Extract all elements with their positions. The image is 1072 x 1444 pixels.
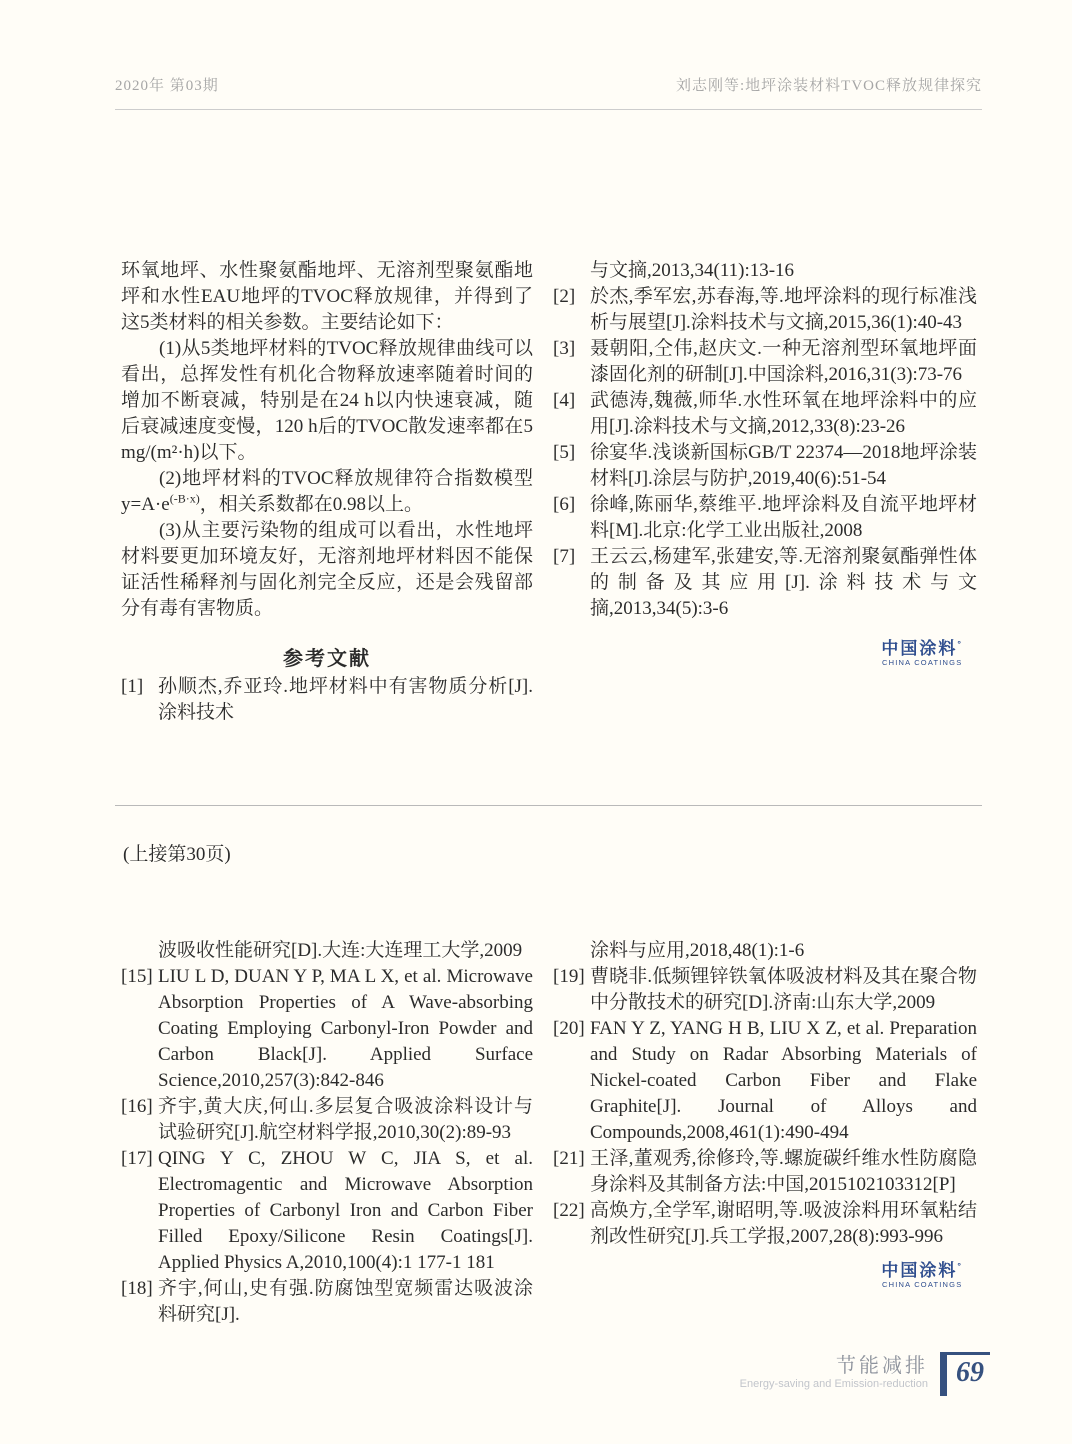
reference-item xyxy=(553,1016,977,1146)
reference-number: [3] xyxy=(553,338,576,359)
reference-item xyxy=(553,492,977,544)
references-heading: 参考文献 xyxy=(283,648,371,670)
reference-text: 王云云,杨建军,张建安,等.无溶剂聚氨酯弹性体的制备及其应用[J].涂料技术与文摘,2013,34(5):3-6 xyxy=(590,546,977,619)
bottom-right-column xyxy=(553,938,977,1328)
formula-exponent: (-B·x) xyxy=(169,491,200,506)
reference-number: [5] xyxy=(553,442,576,463)
references-list-top-right xyxy=(553,258,977,622)
top-section xyxy=(121,258,977,726)
reference-number: [6] xyxy=(553,494,576,515)
reference-text: 高焕方,全学军,谢昭明,等.吸波涂料用环氧粘结剂改性研究[J].兵工学报,2007,28(8):993-996 xyxy=(590,1200,977,1247)
paragraph-conclusion-3: (3)从主要污染物的组成可以看出，水性地坪材料要更加环境友好，无溶剂地坪材料因不能保证活性稀释剂与固化剂完全反应，还是会残留部分有毒有害物质。 xyxy=(121,520,533,619)
bottom-section xyxy=(121,938,977,1328)
reference-item xyxy=(553,388,977,440)
reference-item xyxy=(121,1276,533,1328)
references-list-bottom-right xyxy=(553,938,977,1250)
reference-number: [1] xyxy=(121,676,144,697)
china-coatings-logo-bottom xyxy=(553,1262,977,1295)
logo-degree-mark: ° xyxy=(957,1261,963,1271)
page-footer xyxy=(740,1352,990,1396)
reference-item xyxy=(553,440,977,492)
reference-number: [16] xyxy=(121,1096,153,1117)
logo-text-en: CHINA COATINGS xyxy=(881,1279,963,1289)
top-right-column xyxy=(553,258,977,726)
reference-text: 齐宇,黄大庆,何山.多层复合吸波涂料设计与试验研究[J].航空材料学报,2010,30(2):89-93 xyxy=(158,1096,533,1143)
reference-text: QING Y C, ZHOU W C, JIA S, et al. Electromagentic and Microwave Absorption Properties of Carbonyl Iron and Carbon Fiber Filled Epoxy/Silicone Resin Coatings[J]. Applied Physics A,2010,100(4):1 177-1 181 xyxy=(158,1148,533,1273)
section-divider-rule xyxy=(115,805,982,806)
running-title: 刘志刚等:地坪涂装材料TVOC释放规律探究 xyxy=(675,78,982,94)
journal-issue: 2020年 第03期 xyxy=(115,78,219,94)
reference-number: [4] xyxy=(553,390,576,411)
bottom-left-column xyxy=(121,938,533,1328)
paragraph-intro: 环氧地坪、水性聚氨酯地坪、无溶剂型聚氨酯地坪和水性EAU地坪的TVOC释放规律，并得到了这5类材料的相关参数。主要结论如下： xyxy=(121,260,533,333)
continuation-note: (上接第30页) xyxy=(123,844,231,865)
reference-number: [15] xyxy=(121,966,153,987)
formula-pre: (2)地坪材料的TVOC释放规律符合指数模型y=A·e xyxy=(121,468,533,515)
reference-item xyxy=(553,258,977,284)
reference-text: 王泽,董观秀,徐修玲,等.螺旋碳纤维水性防腐隐身涂料及其制备方法:中国,2015102103312[P] xyxy=(590,1148,977,1195)
reference-text: 与文摘,2013,34(11):13-16 xyxy=(590,260,795,281)
reference-text: 涂料与应用,2018,48(1):1-6 xyxy=(590,940,805,961)
reference-text: 武德涛,魏薇,师华.水性环氧在地坪涂料中的应用[J].涂料技术与文摘,2012,33(8):23-26 xyxy=(590,390,977,437)
reference-item xyxy=(553,336,977,388)
reference-number: [21] xyxy=(553,1148,585,1169)
reference-item xyxy=(553,284,977,336)
reference-item xyxy=(553,544,977,622)
reference-number: [20] xyxy=(553,1018,585,1039)
reference-text: 徐峰,陈丽华,蔡维平.地坪涂料及自流平地坪材料[M].北京:化学工业出版社,2008 xyxy=(590,494,977,541)
reference-text: 聂朝阳,仝伟,赵庆文.一种无溶剂型环氧地坪面漆固化剂的研制[J].中国涂料,2016,31(3):73-76 xyxy=(590,338,977,385)
reference-item xyxy=(553,1146,977,1198)
reference-text: LIU L D, DUAN Y P, MA L X, et al. Microwave Absorption Properties of A Wave-absorbing Coating Employing Carbonyl-Iron Powder and Carbon Black[J]. Applied Surface Science,2010,257(3):842-846 xyxy=(158,966,533,1091)
page-number: 69 xyxy=(956,1357,984,1388)
reference-item xyxy=(121,964,533,1094)
reference-text: 曹晓非.低频锂锌铁氧体吸波材料及其在聚合物中分散技术的研究[D].济南:山东大学,2009 xyxy=(590,966,977,1013)
reference-text: 孙顺杰,乔亚玲.地坪材料中有害物质分析[J].涂料技术 xyxy=(158,676,533,723)
page-number-bracket xyxy=(940,1352,990,1396)
reference-number: [22] xyxy=(553,1200,585,1221)
reference-number: [17] xyxy=(121,1148,153,1169)
formula-post: ，相关系数都在0.98以上。 xyxy=(199,494,423,515)
reference-item xyxy=(553,964,977,1016)
paragraph-conclusion-1: (1)从5类地坪材料的TVOC释放规律曲线可以看出，总挥发性有机化合物释放速率随着时间的增加不断衰减，特别是在24 h以内快速衰减，随后衰减速度变慢，120 h后的TVOC散发速率都在5 mg/(m²·h)以下。 xyxy=(121,338,533,463)
references-list-bottom-left xyxy=(121,938,533,1328)
logo-text-en: CHINA COATINGS xyxy=(881,657,963,667)
reference-number: [19] xyxy=(553,966,585,987)
reference-item xyxy=(121,938,533,964)
reference-item xyxy=(121,1094,533,1146)
reference-item xyxy=(121,1146,533,1276)
footer-journal-name-cn: 节能减排 xyxy=(836,1355,928,1377)
reference-item xyxy=(121,674,533,726)
reference-text: 齐宇,何山,史有强.防腐蚀型宽频雷达吸波涂料研究[J]. xyxy=(158,1278,533,1325)
footer-journal-name-en: Energy-saving and Emission-reduction xyxy=(739,1378,928,1390)
paragraph-conclusion-2 xyxy=(121,466,533,518)
logo-text-cn: 中国涂料° xyxy=(881,1261,963,1280)
page-header xyxy=(115,74,982,110)
references-list-top-left xyxy=(121,674,533,726)
reference-item xyxy=(553,1198,977,1250)
reference-text: FAN Y Z, YANG H B, LIU X Z, et al. Preparation and Study on Radar Absorbing Materials of Nickel-coated Carbon Fiber and Flake Graphite[J]. Journal of Alloys and Compounds,2008,461(1):490-494 xyxy=(590,1018,977,1143)
reference-number: [18] xyxy=(121,1278,153,1299)
reference-number: [2] xyxy=(553,286,576,307)
reference-number: [7] xyxy=(553,546,576,567)
reference-text: 徐宴华.浅谈新国标GB/T 22374—2018地坪涂装材料[J].涂层与防护,2019,40(6):51-54 xyxy=(590,442,977,489)
china-coatings-logo-top xyxy=(553,640,977,673)
logo-degree-mark: ° xyxy=(957,639,963,649)
reference-item xyxy=(553,938,977,964)
reference-text: 波吸收性能研究[D].大连:大连理工大学,2009 xyxy=(158,940,523,961)
logo-text-cn: 中国涂料° xyxy=(881,639,963,658)
reference-text: 於杰,季军宏,苏春海,等.地坪涂料的现行标准浅析与展望[J].涂料技术与文摘,2015,36(1):40-43 xyxy=(590,286,977,333)
top-left-column xyxy=(121,258,533,726)
